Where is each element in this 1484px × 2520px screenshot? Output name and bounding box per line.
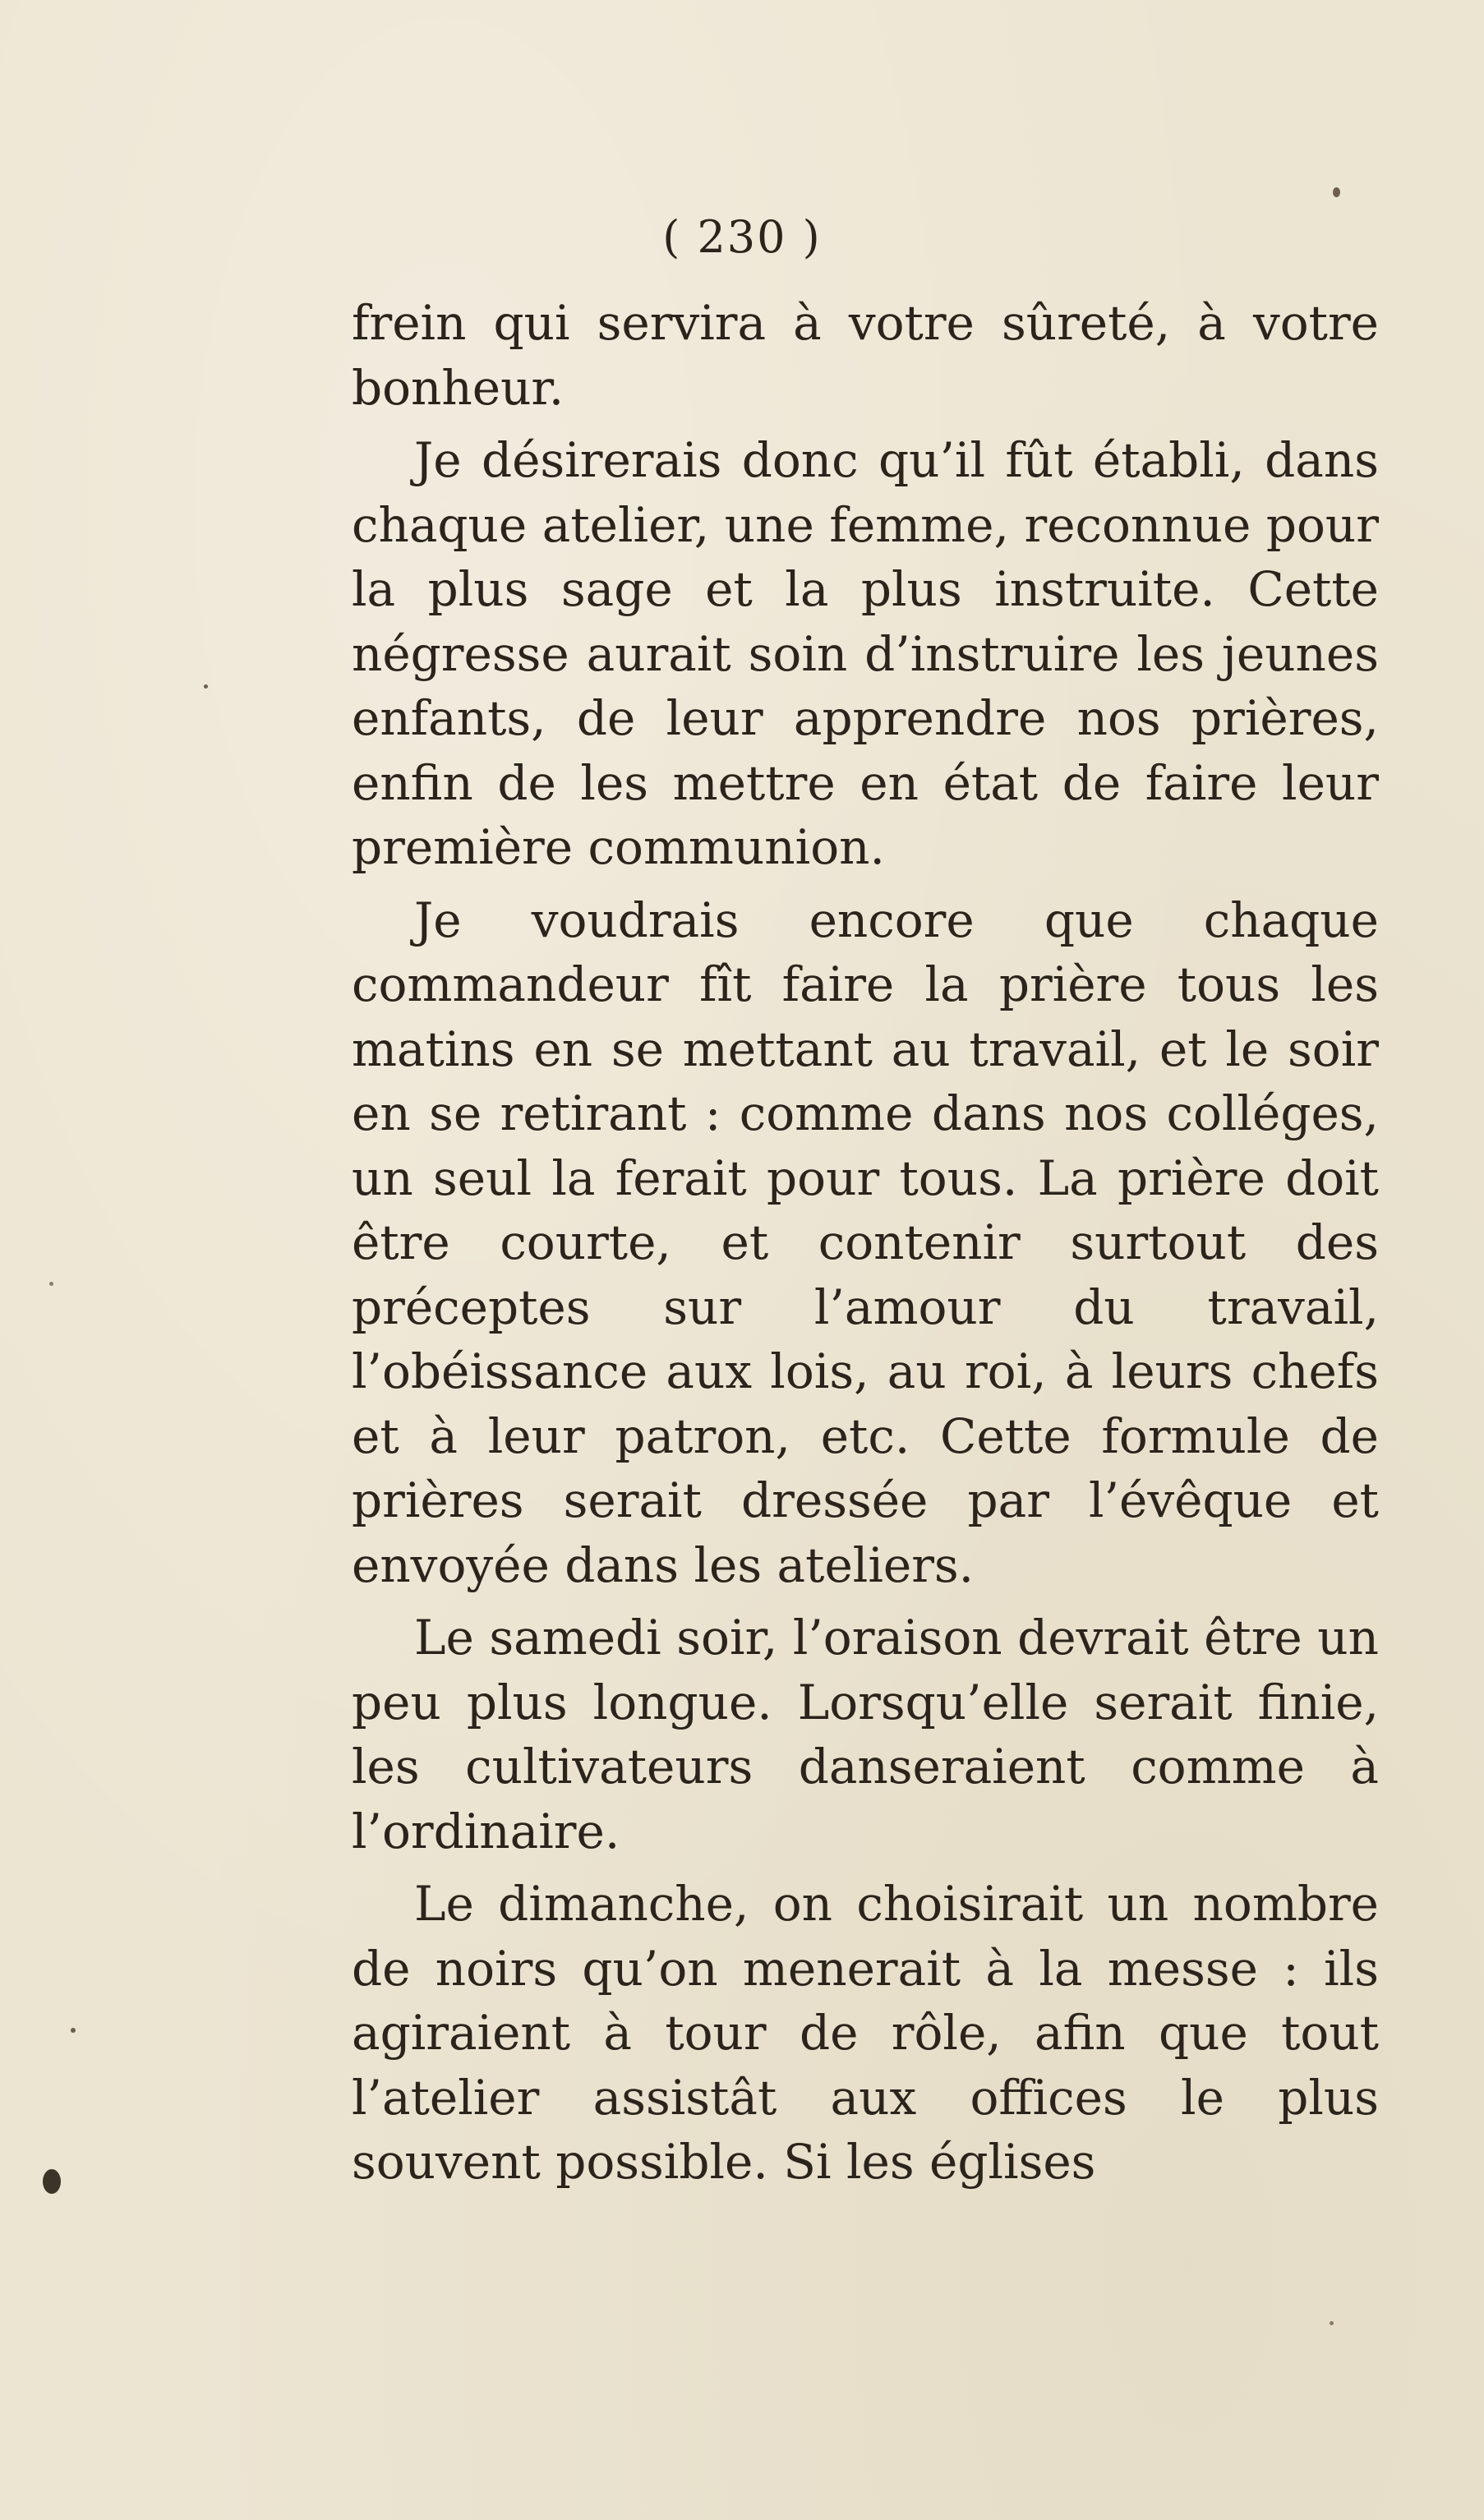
page-number: ( 230 ) bbox=[662, 211, 822, 263]
paragraph: frein qui servira à votre sûreté, à votre bonheur. bbox=[352, 295, 1379, 416]
paper-speck bbox=[49, 1282, 53, 1286]
paper-speck bbox=[43, 2169, 61, 2194]
paper-speck bbox=[1330, 2321, 1334, 2325]
paragraph: Je voudrais encore que chaque commandeur fît faire la prière tous les matins en se mettant au travail, et le soir en se retirant : comme dans nos colléges, un seul la ferait pour tous. La prière doit être courte, et contenir surtout des préceptes sur l’amour du travail, l’obéissance aux lois, au roi, à leurs chefs et à leur patron, etc. Cette formule de prières serait dressée par l’évêque et envoyée dans les ateliers. bbox=[352, 891, 1379, 1593]
paragraph: Je désirerais donc qu’il fût établi, dans chaque atelier, une femme, reconnue pour la plus sage et la plus instruite. Cette négresse aurait soin d’instruire les jeunes enfants, de leur apprendre nos prières, enfin de les mettre en état de faire leur première communion. bbox=[352, 432, 1379, 875]
body-text bbox=[352, 291, 1379, 2195]
paragraph: Le samedi soir, l’oraison devrait être un peu plus longue. Lorsqu’elle serait finie, les cultivateurs danseraient comme à l’ordinaire. bbox=[352, 1610, 1379, 1859]
paper-speck bbox=[1333, 187, 1340, 197]
paper-speck bbox=[71, 2028, 76, 2033]
paper-speck bbox=[204, 684, 208, 689]
paragraph: Le dimanche, on choisirait un nombre de noirs qu’on menerait à la messe : ils agiraient à tour de rôle, afin que tout l’atelier assistât aux offices le plus souvent possible. Si les églises bbox=[352, 1876, 1379, 2190]
